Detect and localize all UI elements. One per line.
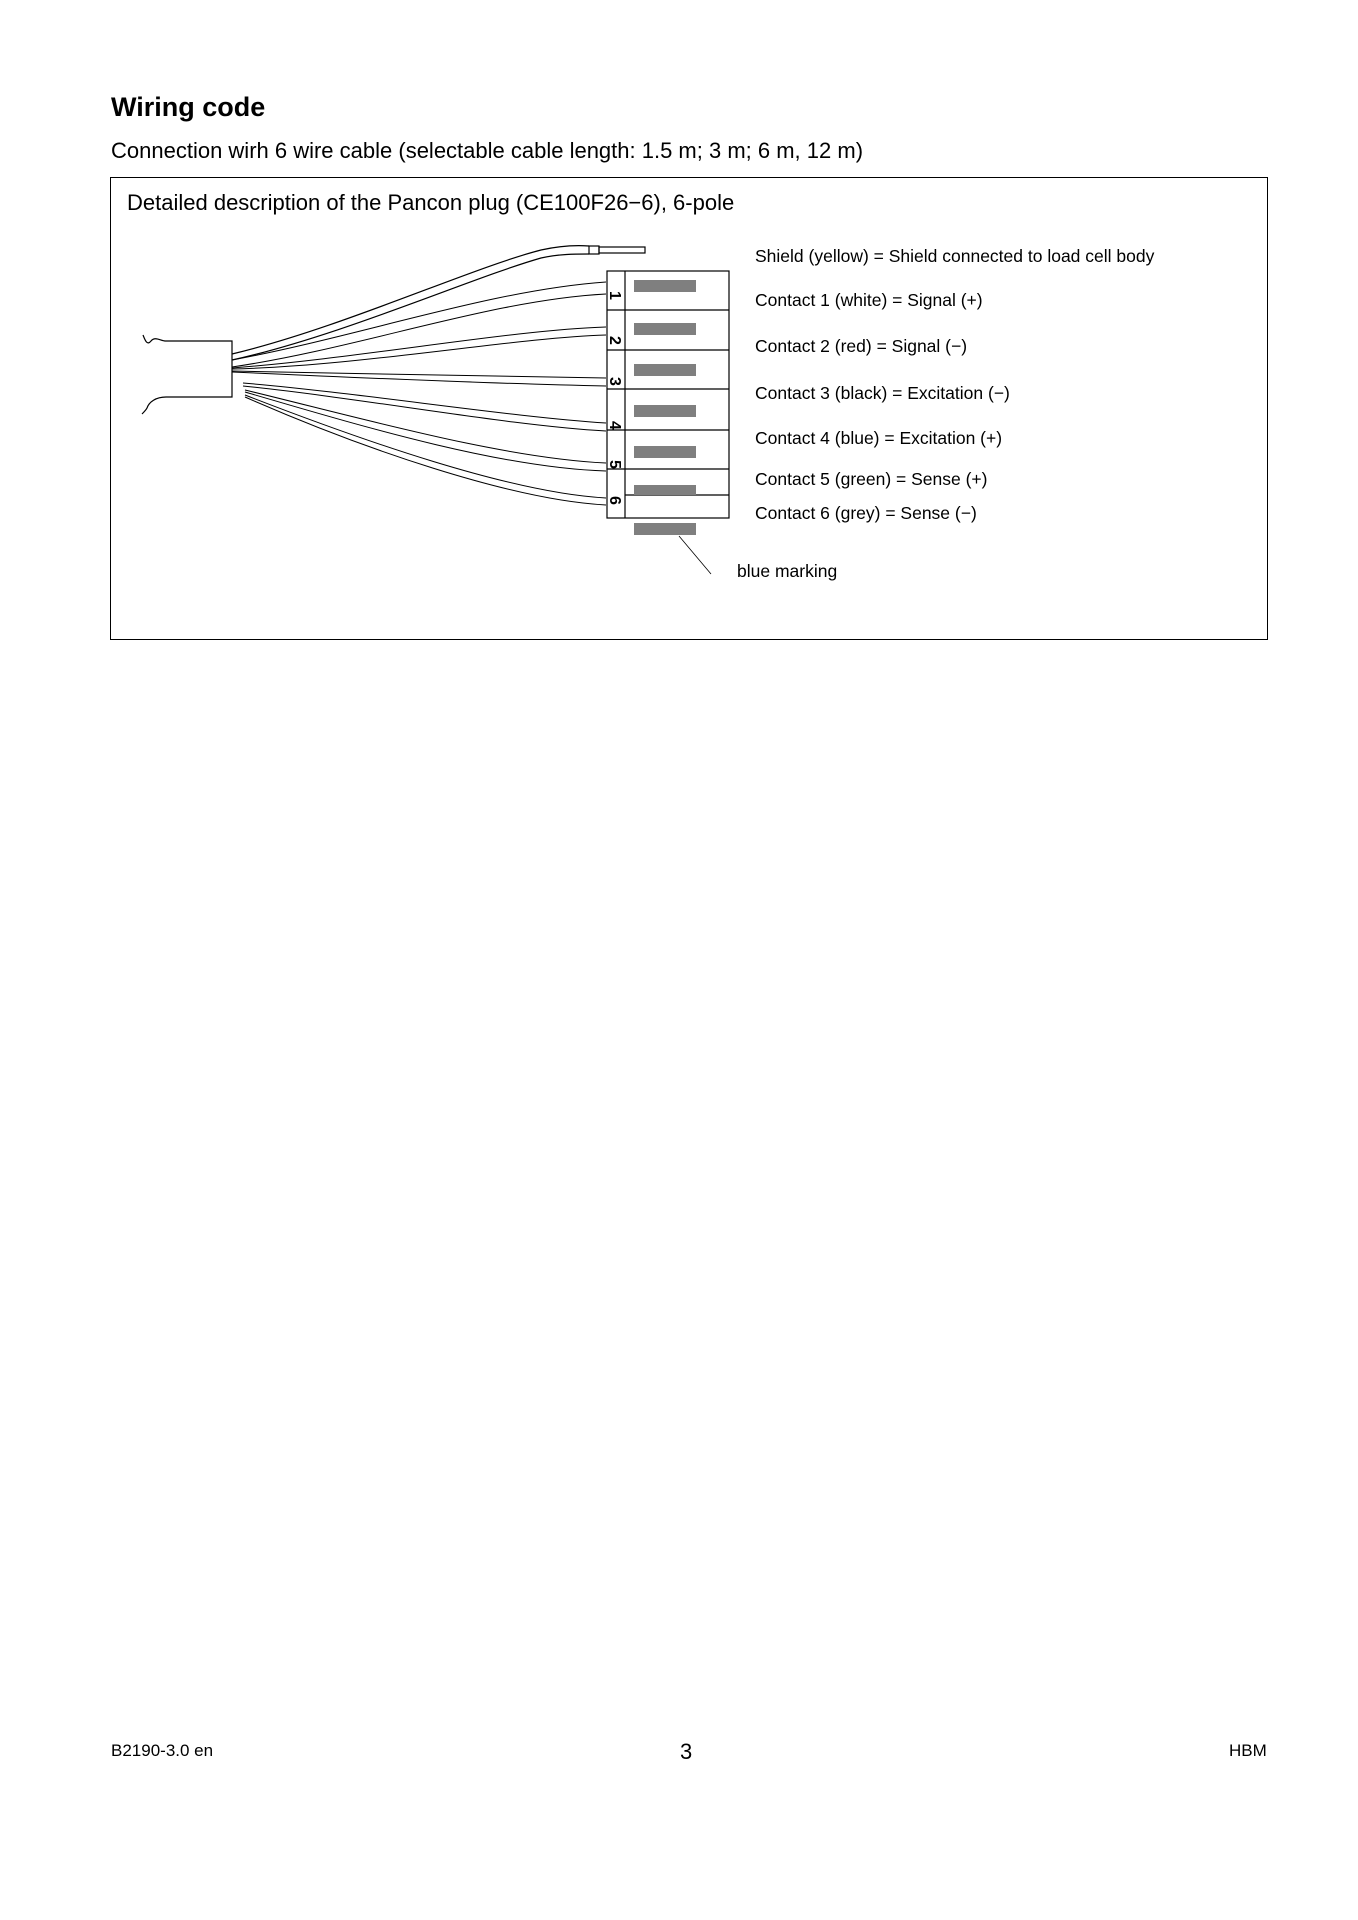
contact-label-2: Contact 2 (red) = Signal (−) xyxy=(755,336,968,356)
conductor-wires xyxy=(232,282,606,505)
contact-bar-1 xyxy=(634,280,696,292)
contact-label-4: Contact 4 (blue) = Excitation (+) xyxy=(755,428,1003,448)
shield-wire xyxy=(232,246,645,360)
footer-page-number: 3 xyxy=(680,1739,693,1764)
contact-bar-3 xyxy=(634,364,696,376)
pin-number-6: 6 xyxy=(606,496,623,505)
contact-bar-5 xyxy=(634,446,696,458)
figure-caption: Detailed description of the Pancon plug (CE100F26−6), 6-pole xyxy=(127,190,735,215)
contact-bar-2 xyxy=(634,323,696,335)
contact-bar-4 xyxy=(634,405,696,417)
footer-brand: HBM xyxy=(1229,1741,1267,1760)
pin-number-4: 4 xyxy=(606,421,623,430)
footer-doc-code: B2190-3.0 en xyxy=(111,1741,214,1760)
pin-number-3: 3 xyxy=(606,377,623,386)
pin-number-5: 5 xyxy=(606,460,623,469)
contact-label-6: Contact 6 (grey) = Sense (−) xyxy=(755,503,977,523)
section-title: Wiring code xyxy=(111,92,266,122)
wiring-figure xyxy=(110,177,1268,640)
wiring-diagram xyxy=(111,178,1266,638)
contact-label-5: Contact 5 (green) = Sense (+) xyxy=(755,469,988,489)
shield-label: Shield (yellow) = Shield connected to load cell body xyxy=(755,246,1155,266)
contact-label-3: Contact 3 (black) = Excitation (−) xyxy=(755,383,1010,403)
blue-marking-bar xyxy=(634,523,696,535)
cable-end xyxy=(142,335,232,414)
contact-label-1: Contact 1 (white) = Signal (+) xyxy=(755,290,983,310)
pin-number-1: 1 xyxy=(606,291,623,300)
marking-leader-line xyxy=(679,536,711,574)
pin-number-2: 2 xyxy=(606,336,623,345)
section-subtitle: Connection wirh 6 wire cable (selectable cable length: 1.5 m; 3 m; 6 m, 12 m) xyxy=(111,138,864,163)
pancon-plug xyxy=(607,271,729,518)
marking-label: blue marking xyxy=(737,561,838,581)
contact-bar-6 xyxy=(634,485,696,495)
